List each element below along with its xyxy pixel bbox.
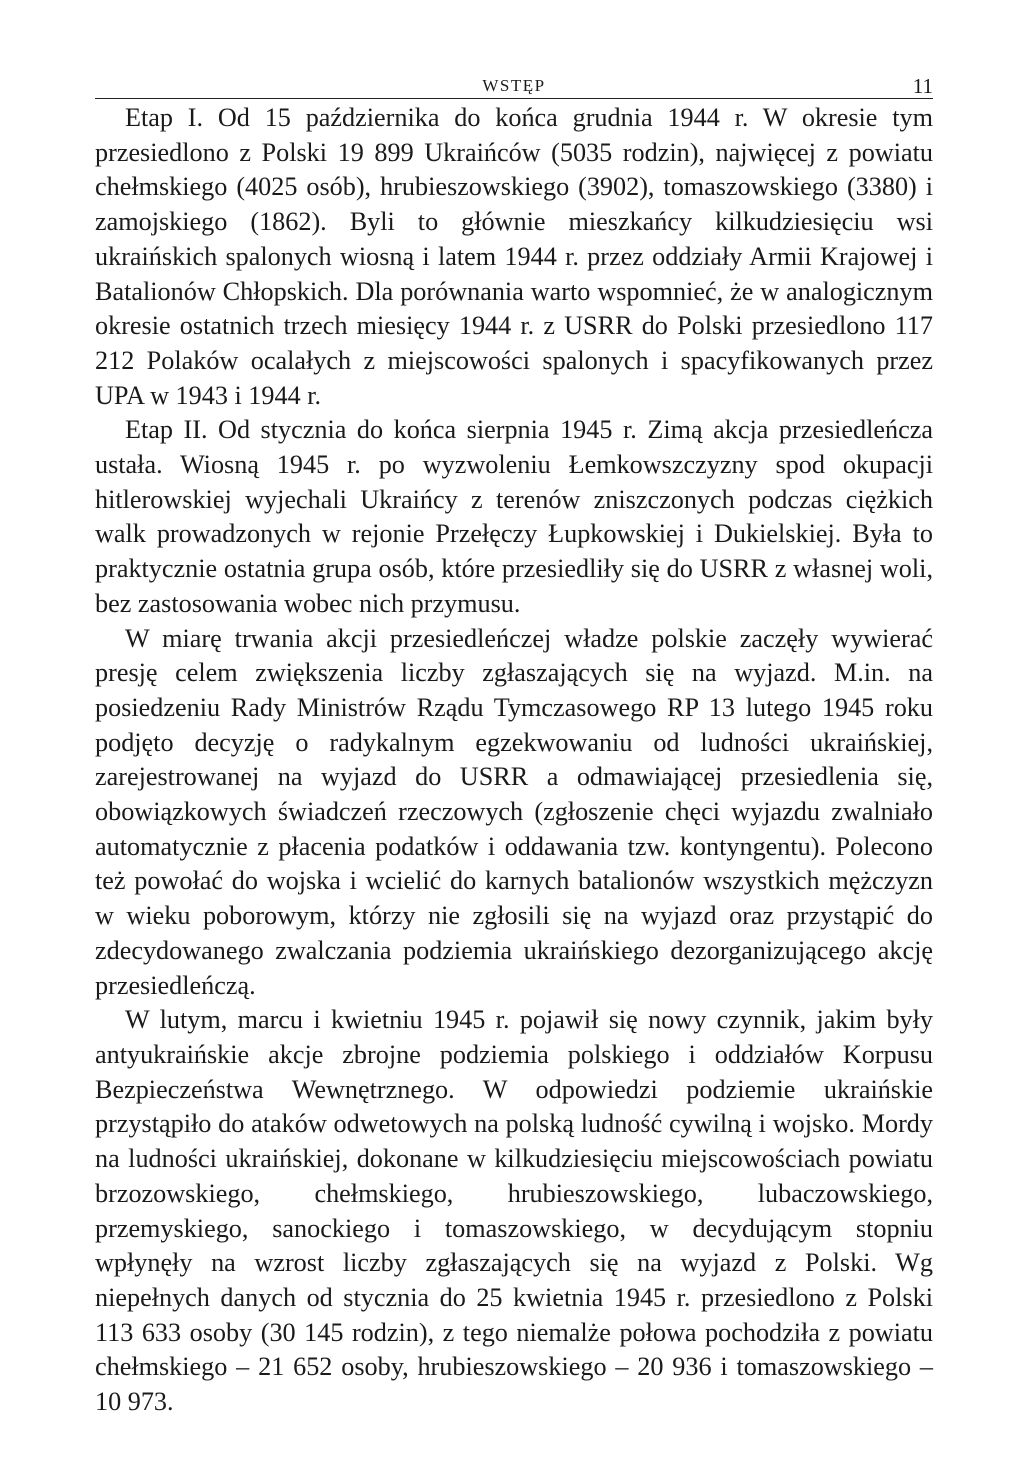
running-title: WSTĘP [482, 76, 546, 95]
paragraph-pressure: W miarę trwania akcji przesiedleńczej władze polskie zaczęły wywierać presję celem zwiększenia liczby zgłaszających się na wyjazd. M.in. na posiedzeniu Rady Ministrów Rządu Tymczasowego RP 13 lutego 1945 roku podjęto decyzję o radykalnym egzekwowaniu od ludności ukraińskiej, zarejestrowanej na wyjazd do USRR a odmawiającej przesiedlenia się, obowiązkowych świadczeń rzeczowych (zgłoszenie chęci wyjazdu zwalniało automatycznie z płacenia podatków i oddawania tzw. kontyngentu). Polecono też powołać do wojska i wcielić do karnych batalionów wszystkich mężczyzn w wieku poborowym, którzy nie zgłosili się na wyjazd oraz przystąpić do zdecydowanego zwalczania podziemia ukraińskiego dezorganizującego akcję przesiedleńczą. [95, 623, 933, 1000]
running-header [95, 70, 933, 99]
book-page [95, 70, 933, 1420]
paragraph-etap-1: Etap I. Od 15 października do końca grudnia 1944 r. W okresie tym przesiedlono z Polski 19 899 Ukraińców (5035 rodzin), najwięcej z powiatu chełmskiego (4025 osób), hrubieszowskiego (3902), tomaszowskiego (3380) i zamojskiego (1862). Byli to głównie mieszkańcy kilkudziesięciu wsi ukraińskich spalonych wiosną i latem 1944 r. przez oddziały Armii Krajowej i Batalionów Chłopskich. Dla porównania warto wspomnieć, że w analogicznym okresie ostatnich trzech miesięcy 1944 r. z USRR do Polski przesiedlono 117 212 Polaków ocalałych z miejscowości spalonych i spacyfikowanych przez UPA w 1943 i 1944 r. [95, 103, 933, 410]
page-number: 11 [912, 74, 933, 98]
body-text [95, 101, 933, 1420]
paragraph-etap-2: Etap II. Od stycznia do końca sierpnia 1945 r. Zimą akcja przesiedleńcza ustała. Wiosną 1945 r. po wyzwoleniu Łemkowszczyzny spod okupacji hitlerowskiej wyjechali Ukraińcy z terenów zniszczonych podczas ciężkich walk prowadzonych w rejonie Przełęczy Łupkowskiej i Dukielskiej. Była to praktycznie ostatnia grupa osób, które przesiedliły się do USRR z własnej woli, bez zastosowania wobec nich przymusu. [95, 415, 933, 618]
paragraph-armed-actions: W lutym, marcu i kwietniu 1945 r. pojawił się nowy czynnik, jakim były antyukraińskie akcje zbrojne podziemia polskiego i oddziałów Korpusu Bezpieczeństwa Wewnętrznego. W odpowiedzi podziemie ukraińskie przystąpiło do ataków odwetowych na polską ludność cywilną i wojsko. Mordy na ludności ukraińskiej, dokonane w kilkudziesięciu miejscowościach powiatu brzozowskiego, chełmskiego, hrubieszowskiego, lubaczowskiego, przemyskiego, sanockiego i tomaszowskiego, w decydującym stopniu wpłynęły na wzrost liczby zgłaszających się na wyjazd z Polski. Wg niepełnych danych od stycznia do 25 kwietnia 1945 r. przesiedlono z Polski 113 633 osoby (30 145 rodzin), z tego niemalże połowa pochodziła z powiatu chełmskiego – 21 652 osoby, hrubieszowskiego – 20 936 i tomaszowskiego – 10 973. [95, 1005, 933, 1417]
